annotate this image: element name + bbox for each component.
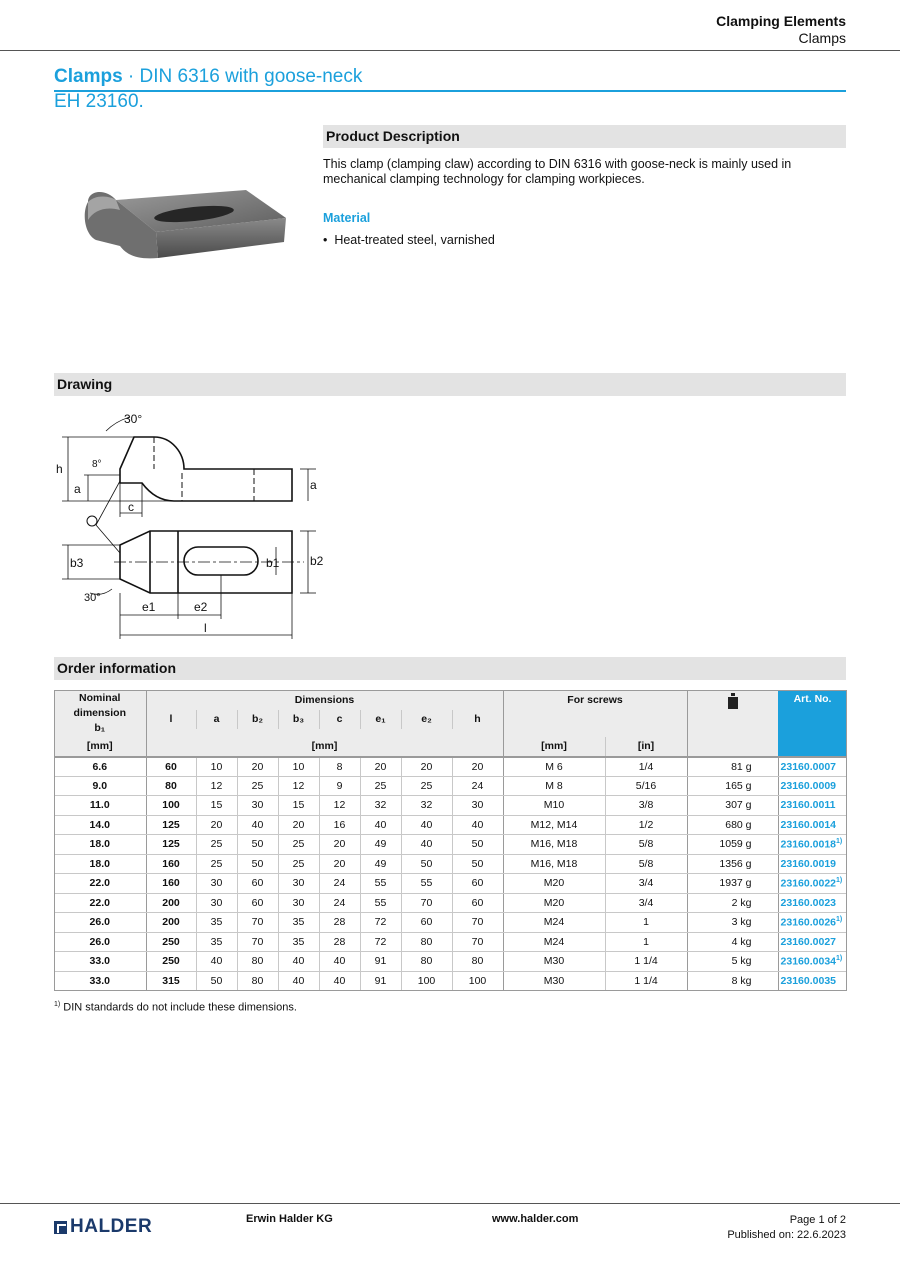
cell-e2: 25 xyxy=(401,776,452,796)
cell-h: 30 xyxy=(452,796,503,816)
cell-inch: 3/4 xyxy=(605,874,687,894)
cell-inch: 3/8 xyxy=(605,796,687,816)
cell-inch: 1 1/4 xyxy=(605,952,687,972)
drawing-label-a-right: a xyxy=(310,478,317,492)
footer-divider xyxy=(0,1203,900,1204)
cell-a: 35 xyxy=(196,932,237,952)
cell-c: 16 xyxy=(319,815,360,835)
cell-nominal: 22.0 xyxy=(54,893,146,913)
cell-art-no[interactable] xyxy=(778,796,847,816)
cell-inch: 1 xyxy=(605,913,687,933)
header-col-c: c xyxy=(319,710,360,730)
cell-e2: 20 xyxy=(401,757,452,777)
drawing-label-30-bottom: 30° xyxy=(84,592,101,604)
cell-b2: 25 xyxy=(237,776,278,796)
header-col-a: a xyxy=(196,710,237,730)
cell-a: 10 xyxy=(196,757,237,777)
cell-b3: 25 xyxy=(278,835,319,855)
drawing-label-30-top: 30° xyxy=(124,412,143,426)
header-col-b3: b₃ xyxy=(278,710,319,730)
table-row xyxy=(54,757,847,777)
drawing-label-b1: b1 xyxy=(266,556,280,570)
cell-art-no[interactable] xyxy=(778,815,847,835)
cell-b2: 50 xyxy=(237,835,278,855)
cell-h: 50 xyxy=(452,835,503,855)
cell-weight: 307 g xyxy=(687,796,778,816)
cell-b3: 25 xyxy=(278,854,319,874)
cell-a: 30 xyxy=(196,874,237,894)
table-row xyxy=(54,835,847,855)
cell-a: 40 xyxy=(196,952,237,972)
cell-c: 28 xyxy=(319,913,360,933)
cell-weight: 680 g xyxy=(687,815,778,835)
cell-b3: 20 xyxy=(278,815,319,835)
cell-screw: M12, M14 xyxy=(503,815,605,835)
drawing-label-e2: e2 xyxy=(194,600,208,614)
cell-l: 250 xyxy=(146,952,196,972)
header-dimensions: Dimensions xyxy=(146,690,503,710)
header-category: Clamping Elements xyxy=(716,13,846,29)
cell-weight: 5 kg xyxy=(687,952,778,972)
cell-a: 30 xyxy=(196,893,237,913)
cell-c: 24 xyxy=(319,893,360,913)
cell-e1: 91 xyxy=(360,952,401,972)
cell-nominal: 33.0 xyxy=(54,952,146,972)
cell-a: 12 xyxy=(196,776,237,796)
cell-e2: 32 xyxy=(401,796,452,816)
cell-b2: 20 xyxy=(237,757,278,777)
product-description-text: This clamp (clamping claw) according to DIN 6316 with goose-neck is mainly used in mechanical clamping technology for clamping workpieces. xyxy=(323,157,792,186)
cell-inch: 5/8 xyxy=(605,854,687,874)
table-row xyxy=(54,913,847,933)
cell-inch: 1/4 xyxy=(605,757,687,777)
cell-l: 100 xyxy=(146,796,196,816)
header-col-l: l xyxy=(146,710,196,730)
cell-a: 25 xyxy=(196,854,237,874)
cell-a: 25 xyxy=(196,835,237,855)
footer-page-info xyxy=(727,1213,846,1243)
table-row xyxy=(54,796,847,816)
cell-b3: 40 xyxy=(278,971,319,991)
cell-screw: M16, M18 xyxy=(503,854,605,874)
cell-art-no[interactable] xyxy=(778,893,847,913)
material-heading: Material xyxy=(323,211,371,225)
product-photo xyxy=(76,180,296,280)
cell-art-no[interactable] xyxy=(778,757,847,777)
cell-art-no[interactable] xyxy=(778,874,847,894)
cell-l: 160 xyxy=(146,854,196,874)
cell-e2: 80 xyxy=(401,952,452,972)
cell-b3: 30 xyxy=(278,874,319,894)
cell-b3: 35 xyxy=(278,932,319,952)
cell-l: 125 xyxy=(146,815,196,835)
cell-b3: 12 xyxy=(278,776,319,796)
header-subcategory: Clamps xyxy=(798,30,846,46)
cell-screw: M30 xyxy=(503,971,605,991)
cell-c: 24 xyxy=(319,874,360,894)
cell-c: 12 xyxy=(319,796,360,816)
header-unit-dimensions: [mm] xyxy=(146,737,503,757)
art-no-link[interactable]: 23160.0035 xyxy=(780,974,837,987)
cell-nominal: 18.0 xyxy=(54,854,146,874)
cell-a: 35 xyxy=(196,913,237,933)
art-no-link[interactable]: 23160.0014 xyxy=(780,818,837,831)
cell-inch: 5/8 xyxy=(605,835,687,855)
cell-b3: 40 xyxy=(278,952,319,972)
table-row xyxy=(54,893,847,913)
cell-screw: M24 xyxy=(503,913,605,933)
header-for-screws: For screws xyxy=(503,690,687,710)
cell-c: 40 xyxy=(319,971,360,991)
art-no-footnote-mark: 1) xyxy=(836,838,843,845)
cell-b2: 30 xyxy=(237,796,278,816)
material-item: • Heat-treated steel, varnished xyxy=(323,233,495,247)
cell-weight: 3 kg xyxy=(687,913,778,933)
art-no-link[interactable]: 23160.0026 xyxy=(780,916,837,929)
header-nominal: Nominal dimension b₁ xyxy=(54,690,146,737)
cell-h: 100 xyxy=(452,971,503,991)
cell-art-no[interactable] xyxy=(778,854,847,874)
cell-nominal: 14.0 xyxy=(54,815,146,835)
art-no-link[interactable]: 23160.0011 xyxy=(780,799,836,812)
table-row xyxy=(54,971,847,991)
technical-drawing xyxy=(54,403,334,643)
cell-screw: M20 xyxy=(503,893,605,913)
cell-e1: 25 xyxy=(360,776,401,796)
cell-inch: 1/2 xyxy=(605,815,687,835)
cell-nominal: 18.0 xyxy=(54,835,146,855)
cell-nominal: 33.0 xyxy=(54,971,146,991)
cell-inch: 1 xyxy=(605,932,687,952)
cell-weight: 2 kg xyxy=(687,893,778,913)
cell-art-no[interactable] xyxy=(778,913,847,933)
art-no-footnote-mark: 1) xyxy=(836,955,843,962)
footer-page-number: Page 1 of 2 xyxy=(789,1214,846,1226)
cell-l: 200 xyxy=(146,913,196,933)
cell-art-no[interactable] xyxy=(778,835,847,855)
cell-weight: 165 g xyxy=(687,776,778,796)
art-no-link[interactable]: 23160.0034 xyxy=(780,955,837,968)
cell-screw: M24 xyxy=(503,932,605,952)
cell-h: 20 xyxy=(452,757,503,777)
footnote-text: DIN standards do not include these dimensions. xyxy=(63,1001,297,1014)
cell-e2: 40 xyxy=(401,835,452,855)
cell-weight: 4 kg xyxy=(687,932,778,952)
order-information-heading: Order information xyxy=(54,657,846,680)
cell-c: 20 xyxy=(319,854,360,874)
cell-inch: 1 1/4 xyxy=(605,971,687,991)
cell-art-no[interactable] xyxy=(778,952,847,972)
cell-h: 50 xyxy=(452,854,503,874)
cell-b2: 50 xyxy=(237,854,278,874)
header-weight xyxy=(687,690,778,737)
cell-screw: M 8 xyxy=(503,776,605,796)
cell-b2: 70 xyxy=(237,932,278,952)
title-rest: DIN 6316 with goose-neck xyxy=(139,66,363,87)
art-no-link[interactable]: 23160.0019 xyxy=(780,857,837,870)
cell-l: 250 xyxy=(146,932,196,952)
cell-h: 60 xyxy=(452,874,503,894)
header-unit-nominal: [mm] xyxy=(54,737,146,757)
cell-weight: 1059 g xyxy=(687,835,778,855)
cell-weight: 1356 g xyxy=(687,854,778,874)
table-row xyxy=(54,874,847,894)
cell-e2: 70 xyxy=(401,893,452,913)
cell-a: 50 xyxy=(196,971,237,991)
cell-inch: 3/4 xyxy=(605,893,687,913)
cell-c: 40 xyxy=(319,952,360,972)
cell-e2: 60 xyxy=(401,913,452,933)
cell-e1: 72 xyxy=(360,932,401,952)
art-no-link[interactable]: 23160.0027 xyxy=(780,935,837,948)
cell-l: 80 xyxy=(146,776,196,796)
cell-nominal: 6.6 xyxy=(54,757,146,777)
cell-e1: 49 xyxy=(360,835,401,855)
cell-e1: 72 xyxy=(360,913,401,933)
art-no-link[interactable]: 23160.0009 xyxy=(780,779,837,792)
cell-a: 15 xyxy=(196,796,237,816)
halder-logo xyxy=(54,1216,152,1238)
cell-screw: M16, M18 xyxy=(503,835,605,855)
cell-weight: 81 g xyxy=(687,757,778,777)
cell-b2: 70 xyxy=(237,913,278,933)
drawing-heading: Drawing xyxy=(54,373,846,396)
cell-a: 20 xyxy=(196,815,237,835)
cell-h: 70 xyxy=(452,913,503,933)
header-unit-screw-mm: [mm] xyxy=(503,737,605,757)
art-no-link[interactable]: 23160.0022 xyxy=(780,877,837,890)
footer-website[interactable]: www.halder.com xyxy=(492,1213,579,1225)
cell-inch: 5/16 xyxy=(605,776,687,796)
cell-screw: M30 xyxy=(503,952,605,972)
cell-l: 125 xyxy=(146,835,196,855)
cell-h: 70 xyxy=(452,932,503,952)
cell-c: 9 xyxy=(319,776,360,796)
cell-nominal: 22.0 xyxy=(54,874,146,894)
cell-h: 80 xyxy=(452,952,503,972)
cell-e1: 55 xyxy=(360,893,401,913)
drawing-label-c: c xyxy=(128,500,134,514)
cell-b2: 60 xyxy=(237,893,278,913)
cell-nominal: 26.0 xyxy=(54,932,146,952)
cell-e2: 55 xyxy=(401,874,452,894)
cell-e2: 40 xyxy=(401,815,452,835)
table-row xyxy=(54,815,847,835)
page-title: Clamps · DIN 6316 with goose-neck xyxy=(54,66,363,87)
table-row xyxy=(54,932,847,952)
drawing-label-e1: e1 xyxy=(142,600,156,614)
cell-weight: 1937 g xyxy=(687,874,778,894)
material-item-text: Heat-treated steel, varnished xyxy=(334,233,495,247)
cell-e1: 49 xyxy=(360,854,401,874)
cell-c: 28 xyxy=(319,932,360,952)
cell-nominal: 26.0 xyxy=(54,913,146,933)
title-divider xyxy=(54,90,846,92)
header-divider xyxy=(0,50,900,51)
drawing-label-8: 8° xyxy=(92,459,102,470)
art-no-link[interactable]: 23160.0007 xyxy=(780,760,837,773)
footnote xyxy=(54,1001,297,1014)
halder-logo-icon xyxy=(54,1221,67,1234)
footer-published: Published on: 22.6.2023 xyxy=(727,1229,846,1241)
cell-b3: 15 xyxy=(278,796,319,816)
cell-b3: 30 xyxy=(278,893,319,913)
header-art-no: Art. No. xyxy=(778,690,847,757)
product-description-heading: Product Description xyxy=(323,125,846,148)
cell-l: 200 xyxy=(146,893,196,913)
art-no-link[interactable]: 23160.0023 xyxy=(780,896,837,909)
cell-l: 315 xyxy=(146,971,196,991)
halder-logo-text: HALDER xyxy=(70,1216,153,1237)
order-table xyxy=(54,690,847,991)
cell-e1: 20 xyxy=(360,757,401,777)
cell-e1: 91 xyxy=(360,971,401,991)
cell-b3: 35 xyxy=(278,913,319,933)
header-col-e1: e₁ xyxy=(360,710,401,730)
cell-e1: 32 xyxy=(360,796,401,816)
header-col-e2: e₂ xyxy=(401,710,452,730)
drawing-label-b3: b3 xyxy=(70,556,84,570)
cell-b2: 40 xyxy=(237,815,278,835)
table-row xyxy=(54,776,847,796)
cell-l: 160 xyxy=(146,874,196,894)
title-bold: Clamps xyxy=(54,66,123,87)
cell-screw: M10 xyxy=(503,796,605,816)
cell-h: 60 xyxy=(452,893,503,913)
header-unit-screw-in: [in] xyxy=(605,737,687,757)
cell-b3: 10 xyxy=(278,757,319,777)
cell-art-no[interactable] xyxy=(778,776,847,796)
art-no-footnote-mark: 1) xyxy=(836,916,843,923)
cell-b2: 60 xyxy=(237,874,278,894)
cell-b2: 80 xyxy=(237,971,278,991)
cell-e2: 80 xyxy=(401,932,452,952)
weight-icon xyxy=(727,693,739,709)
cell-e2: 100 xyxy=(401,971,452,991)
drawing-label-h: h xyxy=(56,462,63,476)
footer-company: Erwin Halder KG xyxy=(246,1213,333,1225)
cell-e1: 40 xyxy=(360,815,401,835)
cell-nominal: 9.0 xyxy=(54,776,146,796)
drawing-label-b2: b2 xyxy=(310,554,324,568)
drawing-label-l: l xyxy=(204,621,207,635)
product-code: EH 23160. xyxy=(54,91,144,112)
table-row xyxy=(54,952,847,972)
cell-c: 20 xyxy=(319,835,360,855)
cell-art-no[interactable] xyxy=(778,932,847,952)
art-no-link[interactable]: 23160.0018 xyxy=(780,838,837,851)
cell-h: 40 xyxy=(452,815,503,835)
drawing-label-a-left: a xyxy=(74,482,81,496)
cell-screw: M 6 xyxy=(503,757,605,777)
cell-b2: 80 xyxy=(237,952,278,972)
header-col-h: h xyxy=(452,710,503,730)
cell-weight: 8 kg xyxy=(687,971,778,991)
cell-l: 60 xyxy=(146,757,196,777)
cell-nominal: 11.0 xyxy=(54,796,146,816)
art-no-footnote-mark: 1) xyxy=(836,877,843,884)
header-col-b2: b₂ xyxy=(237,710,278,730)
cell-screw: M20 xyxy=(503,874,605,894)
cell-e2: 50 xyxy=(401,854,452,874)
table-row xyxy=(54,854,847,874)
cell-h: 24 xyxy=(452,776,503,796)
cell-c: 8 xyxy=(319,757,360,777)
cell-art-no[interactable] xyxy=(778,971,847,991)
footnote-mark: 1) xyxy=(54,1001,61,1008)
cell-e1: 55 xyxy=(360,874,401,894)
page-header xyxy=(716,13,846,47)
